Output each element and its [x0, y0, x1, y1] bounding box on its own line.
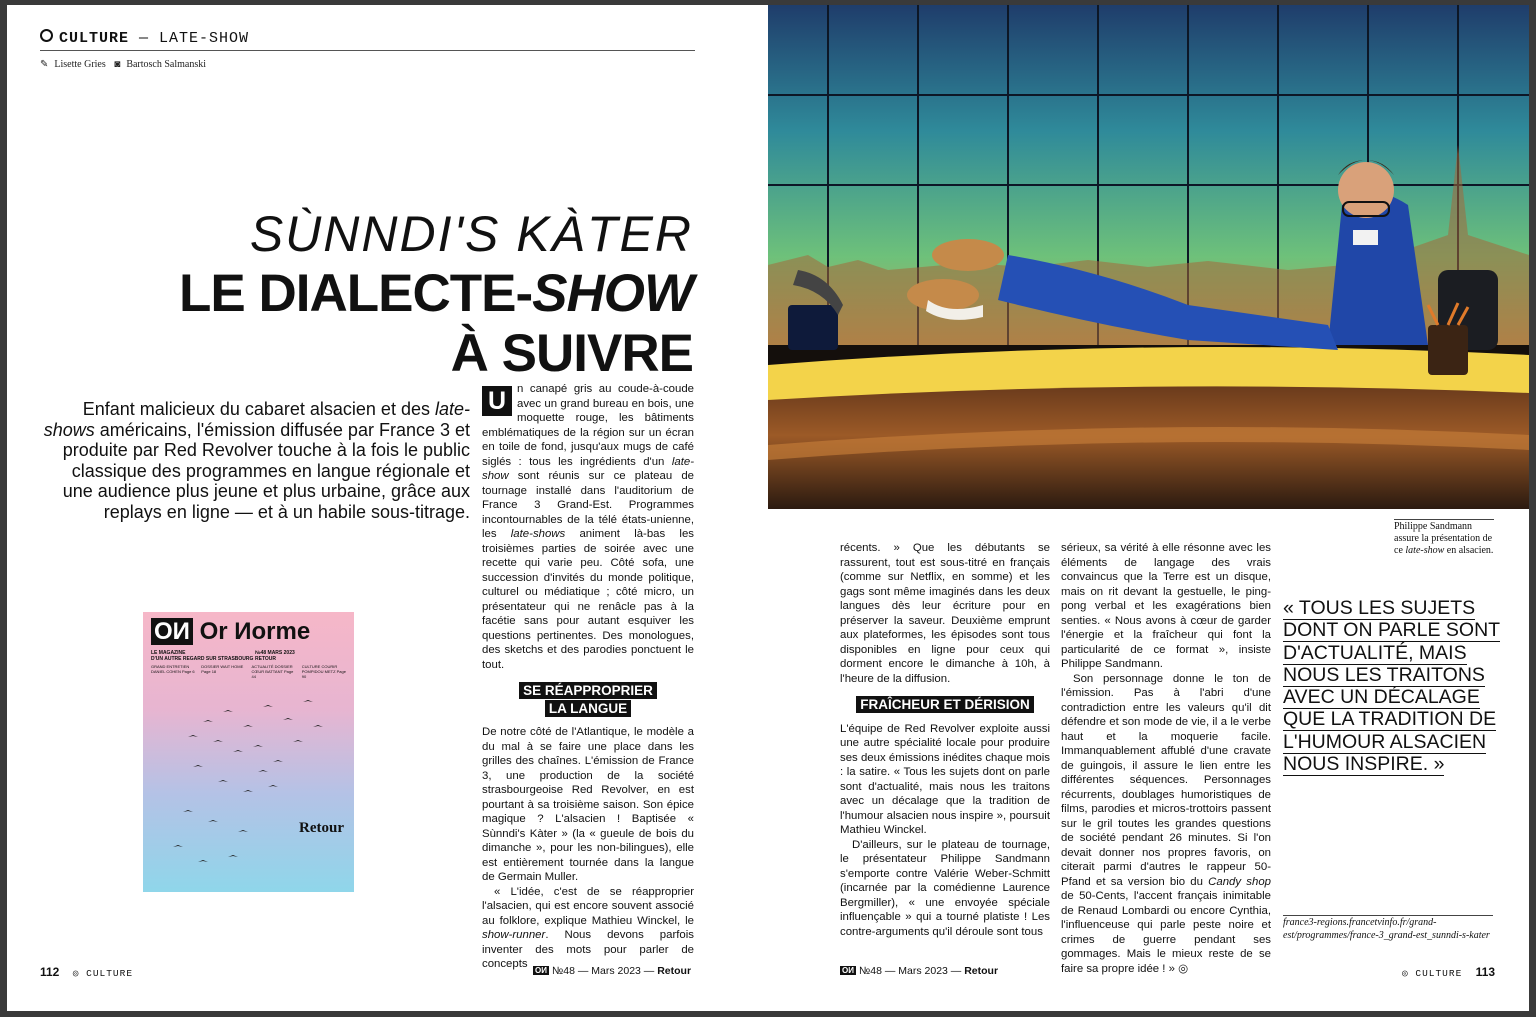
paragraph-1-em: late-show [482, 455, 694, 482]
photo-caption [1394, 521, 1494, 557]
paragraph-8b: de 50-Cents, l'accent français inimitable de Renaud Lombardi ou encore Cynthia, l'influenceuse qui parle peste noire et crimes de guerre pendant ses gommages. Mais le mieux reste de se faire sa propre idée ! » ◎ [1061, 890, 1271, 975]
paragraph-1b: sont réunis sur ce plateau de tournage installé dans l'auditorium de France 3 Grand-Est. Programmes incontournables de la télé états-unienne, les [482, 470, 694, 540]
footer-issue-right: №48 — Mars 2023 — [858, 965, 965, 977]
right-footer-issue [840, 965, 998, 977]
article-column-1 [482, 382, 694, 972]
cover-issue-number: №48 MARS 2023 [255, 650, 295, 656]
footer-issue-left: №48 — Mars 2023 — [551, 965, 658, 977]
cover-item: CULTURE COURIR POMPIDOU METZ Page 90 [301, 664, 346, 679]
author-name: Lisette Gries [54, 59, 106, 70]
subheading-2 [840, 696, 1050, 714]
caption-text-a: Philippe Sandmann assure la présentation de ce [1394, 521, 1493, 556]
circle-icon [40, 29, 53, 42]
cover-tagline-1: LE MAGAZINE [151, 650, 186, 656]
cover-logo-text: Or Иorme [199, 618, 311, 645]
left-footer [40, 965, 133, 979]
subheading-1 [482, 682, 694, 717]
credits [40, 59, 212, 70]
pull-quote [1283, 597, 1503, 775]
section-header: CULTURE — LATE-SHOW [40, 29, 249, 47]
paragraph-1-em2: late-shows [510, 528, 566, 540]
left-footer-issue [533, 965, 691, 977]
magazine-cover-image [143, 612, 354, 892]
footer-section-label-right: CULTURE [1415, 968, 1463, 979]
paragraph-8 [1061, 672, 1271, 977]
subheading-1-line1: SE RÉAPPROPRIER [519, 682, 657, 699]
birds-illustration [143, 672, 354, 892]
paragraph-3a: « L'idée, c'est de se réapproprier l'alsacien, qui est encore souvent associé au folklore, explique Mathieu Winckel, le [482, 885, 694, 927]
title-line-2a: LE DIALECTE- [179, 264, 533, 323]
footer-retour-left: Retour [657, 965, 692, 977]
cover-logo [151, 618, 310, 646]
footer-section-label-left: CULTURE [86, 968, 134, 979]
title-line-2 [179, 263, 693, 324]
paragraph-1a: n canapé gris au coude-à-coude avec un grand bureau en bois, une moquette rouge, les bâtiments emblématiques de la région sur un écran en toile de fond, jusqu'aux mugs de café siglés : tous les ingrédients d'un [482, 383, 694, 468]
footer-logo-right: OИ [842, 966, 854, 975]
footer-logo-left: OИ [535, 966, 547, 975]
source-url[interactable]: france3-regions.francetvinfo.fr/grand-est/programmes/france-3_grand-est_sunndi-s-kater [1283, 917, 1490, 941]
footer-section-right: ◎ CULTURE [1401, 968, 1463, 979]
footer-retour-right: Retour [964, 965, 999, 977]
caption-text-b: en alsacien. [1444, 545, 1494, 556]
magazine-spread [7, 5, 1529, 1011]
cover-issue-theme: RETOUR [255, 656, 277, 662]
paragraph-3-em: show-runner [482, 929, 546, 941]
url-rule [1283, 915, 1493, 916]
paragraph-3 [482, 885, 694, 972]
paragraph-5: L'équipe de Red Revolver exploite aussi une autre spécialité locale pour produire ses deux émissions inédites chaque mois : la satire. « Tous les sujets dont on parle sont d'actualité, mais nous les traitons avec un décalage que la tradition de l'humour alsacien nous inspire », poursuit Mathieu Winckel. [840, 722, 1050, 836]
subheading-1-line2: LA LANGUE [545, 700, 631, 717]
cover-item: GRAND ENTRETIEN DANIEL COHEN Page 6 [151, 664, 195, 674]
paragraph-3b: . Nous devons parfois inventer des mots pour parler de concepts [482, 929, 694, 970]
cover-retour: Retour [299, 820, 344, 836]
article-column-2 [840, 541, 1050, 939]
intro-text-em: late-shows [43, 399, 470, 440]
subheading-2-text: FRAÎCHEUR ET DÉRISION [856, 696, 1034, 713]
camera-icon: ◙ [114, 59, 121, 70]
intro-paragraph [41, 399, 470, 522]
footer-section-left: ◎ CULTURE [72, 968, 134, 979]
cover-item: ACTUALITÉ DOSSIER CŒUR BATTANT Page 44 [251, 664, 294, 679]
caption-text-em: late-show [1405, 545, 1445, 556]
article-column-3 [1061, 541, 1271, 976]
cover-item: DOSSIER WAIT HOME Page 18 [201, 664, 244, 674]
title-line-2b: SHOW [532, 264, 693, 323]
header-rule [40, 50, 695, 51]
paragraph-7: sérieux, sa vérité à elle résonne avec les éléments de langage des vrais convaincus que la Terre est un disque, mais on rit devant la gestuelle, le ping-pong verbal et les exagérations bien senties. « Nous avons à cœur de garder l'énergie et la fraîcheur qui font la particularité de ce format », insiste Philippe Sandmann. [1061, 542, 1271, 670]
cover-issue [255, 650, 295, 662]
pencil-icon: ✎ [40, 59, 49, 70]
cover-tagline-2: D'UN AUTRE REGARD SUR STRASBOURG [151, 656, 254, 662]
paragraph-8a: Son personnage donne le ton de l'émission. Pas à l'abri d'une contradiction entre les valeurs qu'il dit défendre et son mode de vie, il a le verbe haut et la moquerie facile. Immanquablement affublé d'une cravate de guingois, il assure le lien entre les différentes séquences. Personnages récurrents, doublages humoristiques de films, parodies et micros-trottoirs passent sur le gril toutes les grandes questions de société pendant 26 minutes. Si l'on devait donner nos propres favoris, on citerait parmi d'autres le rappeur 50-Pfand et sa version bio du [1061, 672, 1271, 888]
cover-logo-box: OИ [151, 618, 193, 645]
cover-tagline [151, 650, 253, 662]
paragraph-4: récents. » Que les débutants se rassurent, tout est sous-titré en français (comme sur Netflix, en somme) et les gags sont même imaginés dans les deux langues dès leur écriture pour en préserver la saveur. Deuxième emprunt aux plateformes, les épisodes sont tous disponibles en ligne pour ceux qui dorment encore le dimanche à 10h, à l'heure de la diffusion. [840, 542, 1050, 685]
paragraph-1c: animent là-bas les troisièmes parties de soirée avec une recette qui varie peu. Côté sofa, une succession d'invités du monde politique, culturel ou médiatique ; côté micro, un présentateur qui ne renâcle pas à la facétie sans pour autant esquiver les questions pertinentes. Des monologues, des sketchs et des parodies ponctuent le tout. [482, 528, 694, 671]
paragraph-2: De notre côté de l'Atlantique, le modèle a du mal à se faire une place dans les grilles des chaînes. L'émission de France 3, une production de la société strasbourgeoise Red Revolver, en est pourtant à sa troisième saison. Son épice magique ? L'alsacien ! Baptisée « Sùnndi's Kàter » (la « gueule de bois du dimanche », pour les non-bilingues), elle est entièrement tournée dans la langue de Germain Muller. [482, 726, 694, 883]
subsection-label: LATE-SHOW [159, 30, 250, 47]
page-number-right: 113 [1475, 965, 1495, 979]
intro-text-a: Enfant malicieux du cabaret alsacien et des [82, 399, 435, 419]
photographer-name: Bartosch Salmanski [126, 59, 207, 70]
section-label: CULTURE [59, 30, 130, 47]
paragraph-6: D'ailleurs, sur le plateau de tournage, le présentateur Philippe Sandmann s'emporte contre Valérie Weber-Schmitt (incarnée par la comédienne Laurence Bergmiller), « une envoyée spéciale influençable » qui a tourné platiste ! Les contre-arguments qu'il déroule sont tous [840, 838, 1050, 938]
drop-cap: U [482, 386, 512, 416]
pull-quote-text: « TOUS LES SUJETS DONT ON PARLE SONT D'ACTUALITÉ, MAIS NOUS LES TRAITONS AVEC UN DÉCALAGE QUE LA TRADITION DE L'HUMOUR ALSACIEN NOUS INSPIRE. » [1283, 597, 1501, 776]
title-line-1: SÙNNDI'S KÀTER [249, 206, 693, 262]
right-footer [1402, 965, 1495, 979]
late-show-photo [768, 5, 1529, 509]
intro-text-b: américains, l'émission diffusée par France 3 et produite par Red Revolver touche à la fois le public classique des programmes en langue régionale et une audience plus jeune et plus urbaine, grâce aux replays en ligne — et à un habile sous-titrage. [62, 419, 470, 522]
title-line-3: À SUIVRE [450, 324, 693, 383]
caption-rule [1394, 519, 1494, 520]
paragraph-8-em: Candy shop [1208, 875, 1271, 888]
page-number-left: 112 [40, 965, 60, 979]
